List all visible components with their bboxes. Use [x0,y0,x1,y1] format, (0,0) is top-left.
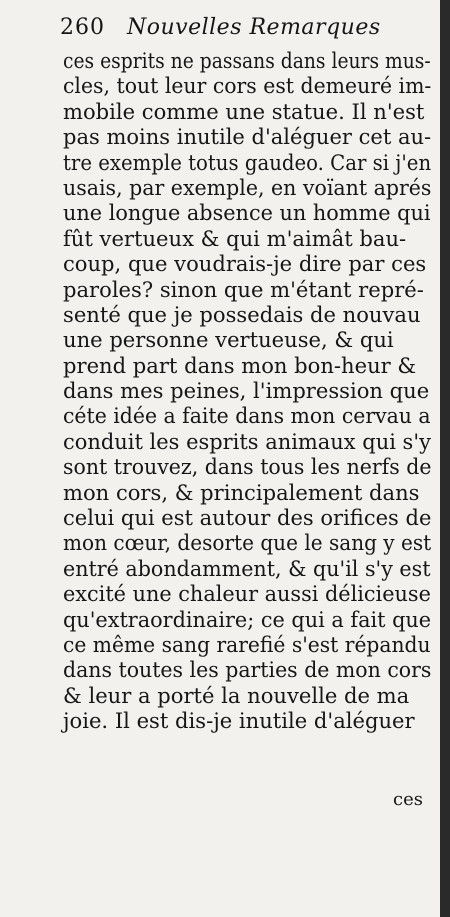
text-line: fût vertueux & qui m'aimât bau- [63,225,407,251]
book-spine-edge [440,0,450,917]
text-line: dans toutes les parties de mon cors [63,657,432,683]
text-line: excité une chaleur aussi délicieuse [63,581,431,607]
body-text [63,48,433,734]
text-line: prend part dans mon bon-heur & [63,352,417,378]
text-line: coup, que voudrais-je dire par ces [63,251,427,277]
text-line: joie. Il est dis-je inutile d'aléguer [63,708,415,734]
text-line: ce même sang rarefié s'est répandu [63,631,431,657]
text-line: senté que je possedais de nouvau [63,301,421,327]
running-head: Nouvelles Remarques [127,15,381,40]
page-header [60,14,381,42]
text-line: céte idée a faite dans mon cervau a [63,403,431,429]
text-line: une personne vertueuse, & qui [63,327,394,353]
text-line: usais, par exemple, en voïant aprés [63,174,432,200]
text-line: dans mes peines, l'impression que [63,378,430,404]
text-line: mon cœur, desorte que le sang y est [63,530,432,556]
text-line: sont trouvez, dans tous les nerfs de [63,454,432,480]
page-number: 260 [60,15,105,40]
catchword: ces [393,789,423,810]
text-line: mobile comme une statue. Il n'est [63,98,425,124]
text-line: ces esprits ne passans dans leurs mus- [63,48,431,73]
text-line: paroles? sinon que m'étant repré- [63,276,424,302]
text-line: entré abondamment, & qu'il s'y est [63,555,431,581]
text-line: une longue absence un homme qui [63,200,431,226]
text-line: mon cors, & principalement dans [63,479,420,505]
text-line: celui qui est autour des orifices de [63,505,432,531]
text-line: & leur a porté la nouvelle de ma [63,682,410,708]
text-line: cles, tout leur cors est demeuré im- [63,73,432,99]
text-line: pas moins inutile d'aléguer cet au- [63,124,432,150]
text-line: qu'extraordinaire; ce qui a fait que [63,606,432,632]
text-line: conduit les esprits animaux qui s'y [63,428,431,454]
text-line: tre exemple totus gaudeo. Car si j'en [63,149,432,175]
